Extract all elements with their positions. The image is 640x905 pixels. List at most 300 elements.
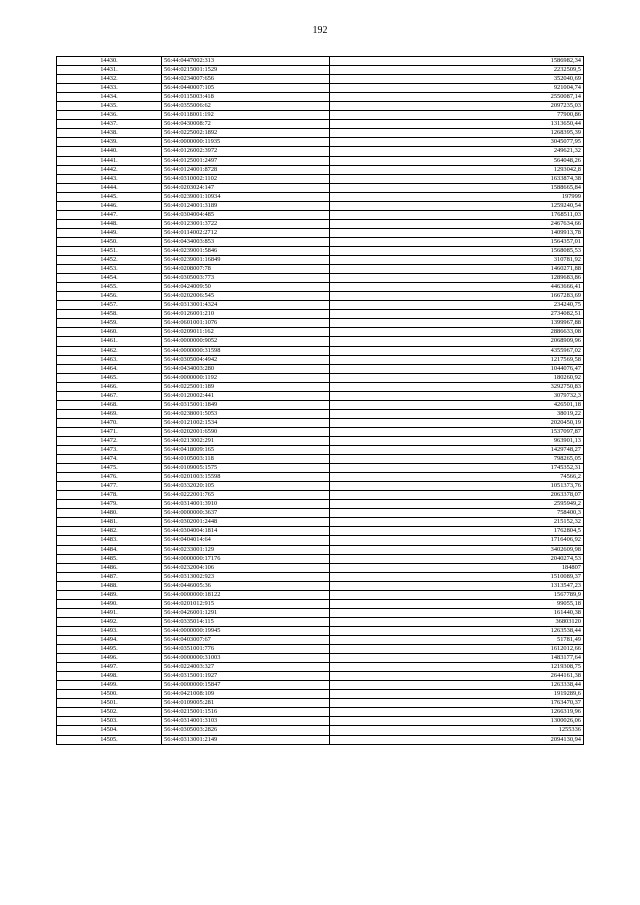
row-number-cell: 14468. <box>57 400 162 409</box>
cadastral-number-cell: 56:44:0000000:1192 <box>162 373 330 382</box>
cadastral-value-cell: 1300026,06 <box>330 717 584 726</box>
cadastral-number-cell: 56:44:0234007:656 <box>162 75 330 84</box>
table-row <box>57 310 584 319</box>
cadastral-value-cell: 161440,38 <box>330 608 584 617</box>
cadastral-number-cell: 56:44:0215001:1516 <box>162 708 330 717</box>
table-row <box>57 699 584 708</box>
row-number-cell: 14498. <box>57 672 162 681</box>
table-row <box>57 400 584 409</box>
cadastral-value-cell: 1293042,8 <box>330 165 584 174</box>
cadastral-value-cell: 2063378,07 <box>330 491 584 500</box>
cadastral-value-cell: 1313547,23 <box>330 581 584 590</box>
row-number-cell: 14501. <box>57 699 162 708</box>
row-number-cell: 14504. <box>57 726 162 735</box>
cadastral-number-cell: 56:44:0430008:72 <box>162 120 330 129</box>
cadastral-number-cell: 56:44:0000000:31598 <box>162 346 330 355</box>
row-number-cell: 14444. <box>57 183 162 192</box>
table-row <box>57 572 584 581</box>
cadastral-value-cell: 4355967,02 <box>330 346 584 355</box>
cadastral-number-cell: 56:44:0213002:291 <box>162 436 330 445</box>
cadastral-value-cell: 2644161,38 <box>330 672 584 681</box>
cadastral-number-cell: 56:44:0304004:1814 <box>162 527 330 536</box>
cadastral-value-cell: 310781,92 <box>330 256 584 265</box>
cadastral-value-cell: 1612012,66 <box>330 645 584 654</box>
cadastral-value-cell: 38019,22 <box>330 409 584 418</box>
table-row <box>57 427 584 436</box>
cadastral-number-cell: 56:44:0000000:3637 <box>162 509 330 518</box>
table-row <box>57 527 584 536</box>
cadastral-number-cell: 56:44:0222001:765 <box>162 491 330 500</box>
cadastral-value-cell: 1313650,44 <box>330 120 584 129</box>
table-row <box>57 84 584 93</box>
row-number-cell: 14473. <box>57 446 162 455</box>
row-number-cell: 14469. <box>57 409 162 418</box>
cadastral-value-cell: 352040,69 <box>330 75 584 84</box>
table-row <box>57 446 584 455</box>
table-row <box>57 690 584 699</box>
table-row <box>57 590 584 599</box>
row-number-cell: 14454. <box>57 274 162 283</box>
cadastral-value-cell: 1051373,76 <box>330 482 584 491</box>
cadastral-number-cell: 56:44:0315001:1927 <box>162 672 330 681</box>
table-row <box>57 210 584 219</box>
table-row <box>57 111 584 120</box>
row-number-cell: 14459. <box>57 319 162 328</box>
cadastral-value-cell: 77900,86 <box>330 111 584 120</box>
row-number-cell: 14434. <box>57 93 162 102</box>
cadastral-value-cell: 1268395,39 <box>330 129 584 138</box>
cadastral-number-cell: 56:44:0305003:2826 <box>162 726 330 735</box>
cadastral-number-cell: 56:44:0304004:485 <box>162 210 330 219</box>
row-number-cell: 14431. <box>57 66 162 75</box>
row-number-cell: 14464. <box>57 364 162 373</box>
row-number-cell: 14497. <box>57 663 162 672</box>
cadastral-value-cell: 2734082,51 <box>330 310 584 319</box>
table-row <box>57 563 584 572</box>
cadastral-value-table <box>56 56 584 745</box>
cadastral-number-cell: 56:44:0124001:3189 <box>162 201 330 210</box>
cadastral-number-cell: 56:44:0123001:3722 <box>162 219 330 228</box>
table-row <box>57 608 584 617</box>
table-row <box>57 75 584 84</box>
cadastral-number-cell: 56:44:0109005:281 <box>162 699 330 708</box>
cadastral-number-cell: 56:44:0310002:1102 <box>162 174 330 183</box>
cadastral-value-cell: 2550087,14 <box>330 93 584 102</box>
cadastral-value-cell: 921004,74 <box>330 84 584 93</box>
row-number-cell: 14487. <box>57 572 162 581</box>
table-row <box>57 201 584 210</box>
cadastral-value-cell: 1263538,44 <box>330 626 584 635</box>
row-number-cell: 14478. <box>57 491 162 500</box>
row-number-cell: 14438. <box>57 129 162 138</box>
cadastral-value-cell: 180260,92 <box>330 373 584 382</box>
cadastral-number-cell: 56:44:0225002:1892 <box>162 129 330 138</box>
cadastral-value-cell: 1745352,31 <box>330 464 584 473</box>
table-row <box>57 409 584 418</box>
cadastral-value-cell: 1263338,44 <box>330 681 584 690</box>
table-row <box>57 66 584 75</box>
row-number-cell: 14489. <box>57 590 162 599</box>
cadastral-value-cell: 2595949,2 <box>330 500 584 509</box>
table-row <box>57 482 584 491</box>
cadastral-number-cell: 56:44:0315001:1849 <box>162 400 330 409</box>
table-row <box>57 681 584 690</box>
cadastral-number-cell: 56:44:0209011:162 <box>162 328 330 337</box>
cadastral-number-cell: 56:44:0446005:36 <box>162 581 330 590</box>
cadastral-number-cell: 56:44:0120002:441 <box>162 391 330 400</box>
cadastral-value-cell: 2232509,5 <box>330 66 584 75</box>
row-number-cell: 14452. <box>57 256 162 265</box>
table-row <box>57 545 584 554</box>
row-number-cell: 14483. <box>57 536 162 545</box>
cadastral-number-cell: 56:44:0203024:147 <box>162 183 330 192</box>
cadastral-number-cell: 56:44:0239001:10934 <box>162 192 330 201</box>
cadastral-number-cell: 56:44:0000000:15847 <box>162 681 330 690</box>
row-number-cell: 14482. <box>57 527 162 536</box>
cadastral-number-cell: 56:44:0313002:923 <box>162 572 330 581</box>
table-row <box>57 464 584 473</box>
row-number-cell: 14461. <box>57 337 162 346</box>
row-number-cell: 14476. <box>57 473 162 482</box>
row-number-cell: 14484. <box>57 545 162 554</box>
table-row <box>57 645 584 654</box>
table-row <box>57 536 584 545</box>
table-row <box>57 672 584 681</box>
cadastral-value-cell: 1768511,03 <box>330 210 584 219</box>
table-row <box>57 717 584 726</box>
row-number-cell: 14493. <box>57 626 162 635</box>
row-number-cell: 14451. <box>57 246 162 255</box>
cadastral-number-cell: 56:44:0313001:2149 <box>162 735 330 744</box>
cadastral-number-cell: 56:44:0305003:773 <box>162 274 330 283</box>
row-number-cell: 14462. <box>57 346 162 355</box>
row-number-cell: 14475. <box>57 464 162 473</box>
cadastral-value-cell: 249621,32 <box>330 147 584 156</box>
row-number-cell: 14440. <box>57 147 162 156</box>
row-number-cell: 14496. <box>57 654 162 663</box>
row-number-cell: 14480. <box>57 509 162 518</box>
cadastral-number-cell: 56:44:0302001:2448 <box>162 518 330 527</box>
cadastral-number-cell: 56:44:0215001:1529 <box>162 66 330 75</box>
cadastral-value-cell: 1266319,96 <box>330 708 584 717</box>
row-number-cell: 14432. <box>57 75 162 84</box>
cadastral-value-cell: 2040274,53 <box>330 554 584 563</box>
cadastral-number-cell: 56:44:0351001:776 <box>162 645 330 654</box>
cadastral-number-cell: 56:44:0335014:115 <box>162 617 330 626</box>
cadastral-number-cell: 56:44:0447002:313 <box>162 57 330 66</box>
cadastral-number-cell: 56:44:0000000:11935 <box>162 138 330 147</box>
table-row <box>57 617 584 626</box>
cadastral-value-cell: 1460271,88 <box>330 265 584 274</box>
cadastral-number-cell: 56:44:0233001:129 <box>162 545 330 554</box>
cadastral-number-cell: 56:44:0000000:18122 <box>162 590 330 599</box>
cadastral-value-cell: 197999 <box>330 192 584 201</box>
cadastral-number-cell: 56:44:0426001:1291 <box>162 608 330 617</box>
cadastral-value-cell: 2068909,96 <box>330 337 584 346</box>
cadastral-value-cell: 4463666,41 <box>330 283 584 292</box>
row-number-cell: 14441. <box>57 156 162 165</box>
cadastral-value-cell: 1289683,86 <box>330 274 584 283</box>
table-row <box>57 636 584 645</box>
cadastral-number-cell: 56:44:0225001:189 <box>162 382 330 391</box>
row-number-cell: 14472. <box>57 436 162 445</box>
cadastral-number-cell: 56:44:0239001:5846 <box>162 246 330 255</box>
cadastral-number-cell: 56:44:0403007:67 <box>162 636 330 645</box>
row-number-cell: 14503. <box>57 717 162 726</box>
table-row <box>57 735 584 744</box>
cadastral-number-cell: 56:44:0434003:853 <box>162 237 330 246</box>
cadastral-number-cell: 56:44:0126002:3972 <box>162 147 330 156</box>
cadastral-number-cell: 56:44:0434003:280 <box>162 364 330 373</box>
row-number-cell: 14433. <box>57 84 162 93</box>
cadastral-value-cell: 3402609,98 <box>330 545 584 554</box>
cadastral-number-cell: 56:44:0208007:78 <box>162 265 330 274</box>
row-number-cell: 14450. <box>57 237 162 246</box>
cadastral-value-cell: 51781,49 <box>330 636 584 645</box>
row-number-cell: 14460. <box>57 328 162 337</box>
cadastral-value-cell: 798265,05 <box>330 455 584 464</box>
cadastral-number-cell: 56:44:0124001:8728 <box>162 165 330 174</box>
row-number-cell: 14457. <box>57 301 162 310</box>
cadastral-number-cell: 56:44:0109005:1575 <box>162 464 330 473</box>
cadastral-value-cell: 36803120 <box>330 617 584 626</box>
cadastral-value-cell: 2467634,66 <box>330 219 584 228</box>
table-row <box>57 283 584 292</box>
row-number-cell: 14490. <box>57 599 162 608</box>
row-number-cell: 14430. <box>57 57 162 66</box>
table-row <box>57 554 584 563</box>
table-row <box>57 491 584 500</box>
cadastral-number-cell: 56:44:0121002:1534 <box>162 418 330 427</box>
table-row <box>57 364 584 373</box>
table-row <box>57 120 584 129</box>
cadastral-number-cell: 56:44:0355006:62 <box>162 102 330 111</box>
row-number-cell: 14494. <box>57 636 162 645</box>
cadastral-value-cell: 74566,2 <box>330 473 584 482</box>
row-number-cell: 14481. <box>57 518 162 527</box>
table-row <box>57 581 584 590</box>
table-row <box>57 138 584 147</box>
cadastral-value-cell: 2886633,08 <box>330 328 584 337</box>
row-number-cell: 14435. <box>57 102 162 111</box>
row-number-cell: 14499. <box>57 681 162 690</box>
cadastral-number-cell: 56:44:0114002:2712 <box>162 228 330 237</box>
row-number-cell: 14455. <box>57 283 162 292</box>
table-row <box>57 455 584 464</box>
table-row <box>57 599 584 608</box>
table-row <box>57 346 584 355</box>
cadastral-number-cell: 56:44:0332020:105 <box>162 482 330 491</box>
cadastral-value-cell: 963901,13 <box>330 436 584 445</box>
cadastral-value-cell: 1633874,38 <box>330 174 584 183</box>
table-row <box>57 382 584 391</box>
table-row <box>57 228 584 237</box>
table-row <box>57 57 584 66</box>
cadastral-value-cell: 234240,75 <box>330 301 584 310</box>
cadastral-number-cell: 56:44:0424009:50 <box>162 283 330 292</box>
table-row <box>57 708 584 717</box>
cadastral-number-cell: 56:44:0404014:64 <box>162 536 330 545</box>
cadastral-value-cell: 184807 <box>330 563 584 572</box>
cadastral-number-cell: 56:44:0202006:545 <box>162 292 330 301</box>
table-row <box>57 183 584 192</box>
cadastral-number-cell: 56:44:0000000:19945 <box>162 626 330 635</box>
table-row <box>57 418 584 427</box>
table-row <box>57 436 584 445</box>
cadastral-value-cell: 2097235,03 <box>330 102 584 111</box>
cadastral-value-cell: 1568085,53 <box>330 246 584 255</box>
cadastral-value-cell: 1044076,47 <box>330 364 584 373</box>
cadastral-number-cell: 56:44:0125001:2497 <box>162 156 330 165</box>
row-number-cell: 14471. <box>57 427 162 436</box>
row-number-cell: 14465. <box>57 373 162 382</box>
row-number-cell: 14446. <box>57 201 162 210</box>
cadastral-number-cell: 56:44:0238001:5053 <box>162 409 330 418</box>
cadastral-number-cell: 56:44:0418009:165 <box>162 446 330 455</box>
row-number-cell: 14447. <box>57 210 162 219</box>
table-row <box>57 518 584 527</box>
cadastral-value-cell: 3045077,95 <box>330 138 584 147</box>
cadastral-value-cell: 1429748,27 <box>330 446 584 455</box>
cadastral-number-cell: 56:44:0115003:418 <box>162 93 330 102</box>
cadastral-value-cell: 758400,3 <box>330 509 584 518</box>
table-row <box>57 274 584 283</box>
row-number-cell: 14502. <box>57 708 162 717</box>
table-row <box>57 654 584 663</box>
cadastral-number-cell: 56:44:0105003:118 <box>162 455 330 464</box>
cadastral-value-cell: 1919289,6 <box>330 690 584 699</box>
row-number-cell: 14474. <box>57 455 162 464</box>
table-row <box>57 174 584 183</box>
cadastral-number-cell: 56:44:0000000:9052 <box>162 337 330 346</box>
cadastral-value-cell: 3079732,3 <box>330 391 584 400</box>
cadastral-value-cell: 1259240,54 <box>330 201 584 210</box>
row-number-cell: 14466. <box>57 382 162 391</box>
cadastral-value-cell: 564048,26 <box>330 156 584 165</box>
row-number-cell: 14442. <box>57 165 162 174</box>
cadastral-value-cell: 1537097,87 <box>330 427 584 436</box>
cadastral-value-cell: 3292750,83 <box>330 382 584 391</box>
row-number-cell: 14500. <box>57 690 162 699</box>
row-number-cell: 14449. <box>57 228 162 237</box>
row-number-cell: 14470. <box>57 418 162 427</box>
cadastral-number-cell: 56:44:0313001:4324 <box>162 301 330 310</box>
table-row <box>57 219 584 228</box>
cadastral-number-cell: 56:44:0239001:16849 <box>162 256 330 265</box>
cadastral-number-cell: 56:44:0201003:15598 <box>162 473 330 482</box>
row-number-cell: 14488. <box>57 581 162 590</box>
table-row <box>57 192 584 201</box>
table-row <box>57 328 584 337</box>
table-row <box>57 93 584 102</box>
cadastral-value-cell: 99055,18 <box>330 599 584 608</box>
page-number: 192 <box>312 25 328 36</box>
table-row <box>57 373 584 382</box>
cadastral-value-cell: 215152,32 <box>330 518 584 527</box>
cadastral-value-cell: 1483177,64 <box>330 654 584 663</box>
table-row <box>57 165 584 174</box>
row-number-cell: 14458. <box>57 310 162 319</box>
cadastral-value-cell: 1762804,5 <box>330 527 584 536</box>
table-row <box>57 319 584 328</box>
cadastral-value-cell: 1716406,92 <box>330 536 584 545</box>
cadastral-value-cell: 1255336 <box>330 726 584 735</box>
table-row <box>57 726 584 735</box>
row-number-cell: 14456. <box>57 292 162 301</box>
table-row <box>57 237 584 246</box>
cadastral-number-cell: 56:44:0314001:3103 <box>162 717 330 726</box>
cadastral-value-cell: 1667283,69 <box>330 292 584 301</box>
row-number-cell: 14485. <box>57 554 162 563</box>
cadastral-value-cell: 1409913,78 <box>330 228 584 237</box>
row-number-cell: 14453. <box>57 265 162 274</box>
cadastral-value-cell: 1567789,9 <box>330 590 584 599</box>
table-row <box>57 509 584 518</box>
row-number-cell: 14448. <box>57 219 162 228</box>
cadastral-number-cell: 56:44:0201012:915 <box>162 599 330 608</box>
cadastral-number-cell: 56:44:0305004:4942 <box>162 355 330 364</box>
table-row <box>57 391 584 400</box>
table-row <box>57 292 584 301</box>
table-row <box>57 663 584 672</box>
cadastral-value-cell: 1763470,37 <box>330 699 584 708</box>
cadastral-number-cell: 56:44:0232004:106 <box>162 563 330 572</box>
cadastral-number-cell: 56:44:0000000:31003 <box>162 654 330 663</box>
row-number-cell: 14477. <box>57 482 162 491</box>
table-row <box>57 156 584 165</box>
cadastral-value-cell: 2020450,19 <box>330 418 584 427</box>
row-number-cell: 14467. <box>57 391 162 400</box>
cadastral-number-cell: 56:44:0601001:1076 <box>162 319 330 328</box>
table-row <box>57 355 584 364</box>
cadastral-value-cell: 1219308,75 <box>330 663 584 672</box>
row-number-cell: 14491. <box>57 608 162 617</box>
table-row <box>57 301 584 310</box>
cadastral-value-cell: 1564357,01 <box>330 237 584 246</box>
table-row <box>57 626 584 635</box>
cadastral-value-cell: 2094130,94 <box>330 735 584 744</box>
table-row <box>57 337 584 346</box>
row-number-cell: 14479. <box>57 500 162 509</box>
cadastral-number-cell: 56:44:0440007:105 <box>162 84 330 93</box>
cadastral-value-cell: 426501,18 <box>330 400 584 409</box>
row-number-cell: 14486. <box>57 563 162 572</box>
table-row <box>57 265 584 274</box>
row-number-cell: 14443. <box>57 174 162 183</box>
row-number-cell: 14463. <box>57 355 162 364</box>
table-row <box>57 256 584 265</box>
table-row <box>57 246 584 255</box>
row-number-cell: 14437. <box>57 120 162 129</box>
cadastral-number-cell: 56:44:0118001:192 <box>162 111 330 120</box>
cadastral-number-cell: 56:44:0314001:3910 <box>162 500 330 509</box>
cadastral-number-cell: 56:44:0421008:109 <box>162 690 330 699</box>
cadastral-number-cell: 56:44:0224003:327 <box>162 663 330 672</box>
cadastral-number-cell: 56:44:0202001:6590 <box>162 427 330 436</box>
cadastral-number-cell: 56:44:0000000:17176 <box>162 554 330 563</box>
row-number-cell: 14505. <box>57 735 162 744</box>
row-number-cell: 14495. <box>57 645 162 654</box>
table-row <box>57 129 584 138</box>
table-row <box>57 500 584 509</box>
row-number-cell: 14445. <box>57 192 162 201</box>
cadastral-number-cell: 56:44:0126001:210 <box>162 310 330 319</box>
table-body <box>57 57 584 745</box>
table-row <box>57 473 584 482</box>
cadastral-value-cell: 1588665,84 <box>330 183 584 192</box>
row-number-cell: 14436. <box>57 111 162 120</box>
cadastral-value-cell: 1399967,88 <box>330 319 584 328</box>
